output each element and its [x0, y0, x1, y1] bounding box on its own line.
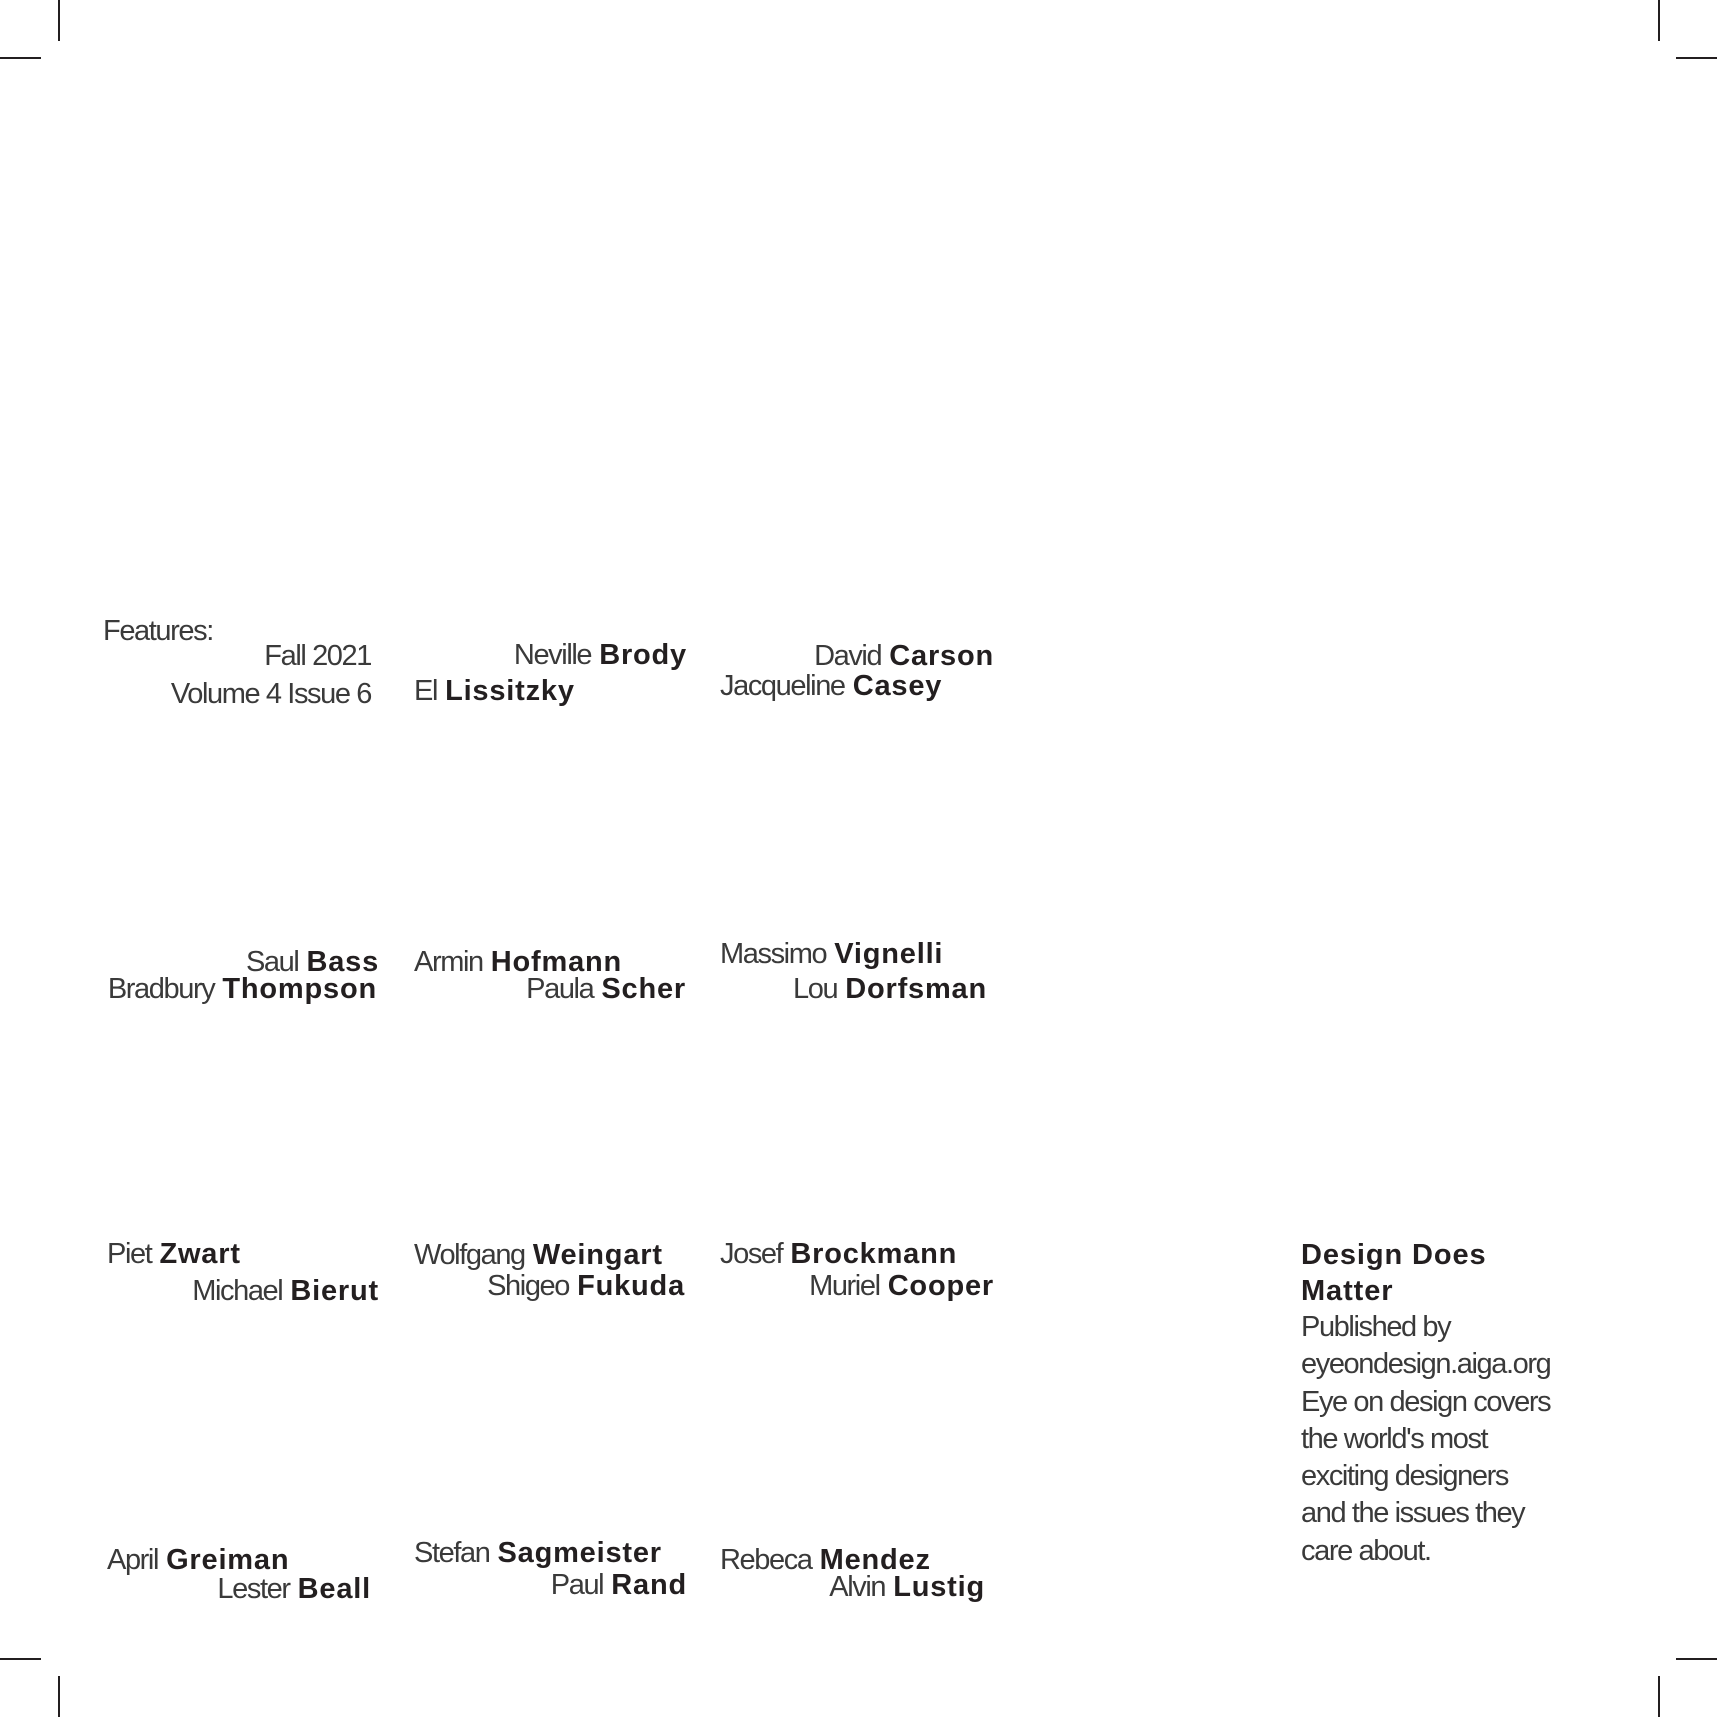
blurb-body-line: Eye on design covers	[1301, 1385, 1551, 1418]
featured-designer	[107, 1240, 241, 1269]
designer-first-name: Shigeo	[487, 1270, 570, 1302]
designer-first-name: Wolfgang	[414, 1239, 525, 1271]
blurb-body-line: Published by	[1301, 1311, 1451, 1343]
designer-last-name: Lissitzky	[445, 675, 575, 707]
designer-last-name: Brody	[599, 639, 687, 671]
featured-designer	[192, 1277, 379, 1306]
featured-designer	[829, 1573, 985, 1602]
blurb-body-line: and the issues they	[1301, 1497, 1525, 1530]
crop-mark	[58, 0, 60, 41]
designer-first-name: Paul	[550, 1569, 604, 1601]
issue-volume: Volume 4 Issue 6	[170, 678, 371, 710]
designer-last-name: Mendez	[819, 1544, 931, 1576]
featured-designer	[720, 940, 943, 969]
featured-designer	[793, 975, 987, 1004]
featured-designer	[720, 1240, 957, 1269]
designer-last-name: Brockmann	[790, 1238, 958, 1270]
designer-first-name: Bradbury	[107, 973, 215, 1005]
designer-first-name: Michael	[192, 1275, 283, 1307]
blurb-body	[1301, 1309, 1631, 1570]
featured-designer	[487, 1272, 685, 1301]
designer-last-name: Fukuda	[577, 1270, 685, 1302]
designer-first-name: Rebeca	[720, 1544, 812, 1576]
designer-last-name: Hofmann	[490, 946, 623, 978]
crop-mark	[0, 57, 41, 59]
designer-first-name: Josef	[720, 1238, 783, 1270]
publisher-blurb	[1301, 1237, 1631, 1570]
designer-first-name: Paula	[526, 973, 594, 1005]
featured-designer	[414, 677, 575, 706]
crop-mark	[58, 1676, 60, 1717]
crop-mark	[0, 1658, 41, 1660]
designer-first-name: El	[414, 675, 437, 707]
blurb-title	[1301, 1237, 1631, 1309]
featured-designer	[414, 1539, 662, 1568]
designer-last-name: Dorfsman	[845, 973, 987, 1005]
designer-last-name: Sagmeister	[497, 1537, 662, 1569]
designer-first-name: Massimo	[720, 938, 827, 970]
designer-last-name: Rand	[611, 1569, 687, 1601]
featured-designer	[217, 1575, 371, 1604]
crop-mark	[1676, 57, 1717, 59]
designer-first-name: Jacqueline	[720, 670, 845, 702]
designer-first-name: Armin	[414, 946, 483, 978]
designer-last-name: Bierut	[290, 1275, 379, 1307]
designer-first-name: Alvin	[829, 1571, 886, 1603]
designer-last-name: Bass	[306, 946, 379, 978]
designer-first-name: Muriel	[809, 1270, 880, 1302]
designer-first-name: Neville	[513, 639, 592, 671]
featured-designer	[814, 642, 994, 671]
featured-designer	[720, 672, 942, 701]
designer-last-name: Scher	[601, 973, 686, 1005]
designer-first-name: Stefan	[414, 1537, 490, 1569]
designer-last-name: Carson	[889, 640, 994, 672]
blurb-title-line: Matter	[1301, 1275, 1394, 1307]
featured-designer	[514, 641, 687, 670]
designer-first-name: Piet	[107, 1238, 152, 1270]
featured-designer	[108, 975, 377, 1004]
designer-first-name: Lester	[217, 1573, 290, 1605]
blurb-body-line: the world's most	[1301, 1422, 1488, 1455]
issue-season: Fall 2021	[264, 640, 371, 672]
designer-last-name: Lustig	[893, 1571, 985, 1603]
blurb-body-line: exciting designers	[1301, 1460, 1508, 1493]
featured-designer	[107, 1546, 289, 1575]
designer-last-name: Beall	[297, 1573, 371, 1605]
designer-last-name: Casey	[852, 670, 943, 702]
crop-mark	[1676, 1658, 1717, 1660]
designer-first-name: Saul	[245, 946, 299, 978]
blurb-body-line: care about.	[1301, 1534, 1431, 1567]
designer-last-name: Greiman	[166, 1544, 290, 1576]
blurb-body-line: eyeondesign.aiga.org	[1301, 1348, 1551, 1381]
featured-designer	[809, 1272, 994, 1301]
features-label: Features:	[103, 615, 213, 647]
crop-mark	[1658, 1676, 1660, 1717]
designer-first-name: April	[107, 1544, 159, 1576]
designer-last-name: Zwart	[159, 1238, 241, 1270]
featured-designer	[414, 1241, 663, 1270]
featured-designer	[526, 975, 686, 1004]
featured-designer	[551, 1571, 687, 1600]
designer-last-name: Cooper	[887, 1270, 994, 1302]
blurb-title-line: Design Does	[1301, 1239, 1487, 1271]
crop-mark	[1658, 0, 1660, 41]
designer-last-name: Weingart	[532, 1239, 663, 1271]
designer-first-name: David	[814, 640, 882, 672]
designer-last-name: Vignelli	[834, 938, 944, 970]
designer-last-name: Thompson	[222, 973, 377, 1005]
designer-first-name: Lou	[792, 973, 838, 1005]
